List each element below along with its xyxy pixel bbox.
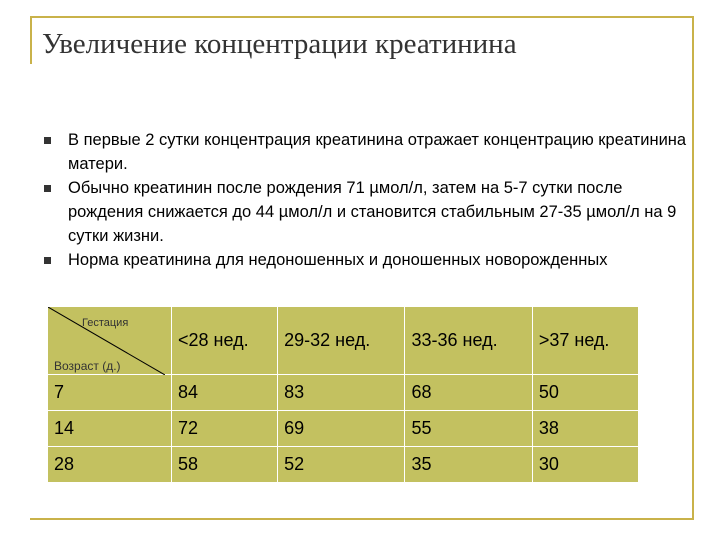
frame-top-line bbox=[30, 16, 694, 18]
bullet-item bbox=[44, 248, 694, 272]
table-cell: 83 bbox=[278, 375, 405, 411]
bullet-text: Норма креатинина для недоношенных и доношенных новорожденных bbox=[68, 251, 608, 269]
table-cell: 35 bbox=[405, 447, 532, 483]
column-header: >37 нед. bbox=[532, 307, 638, 375]
table-row bbox=[48, 447, 639, 483]
table-cell: 72 bbox=[172, 411, 278, 447]
table-cell: 55 bbox=[405, 411, 532, 447]
table-cell: 69 bbox=[278, 411, 405, 447]
bullet-text: Обычно креатинин после рождения 71 µмол/л, затем на 5-7 сутки после рождения снижается до 44 µмол/л и становится стабильным 27-35 µмол/л на 9 сутки жизни. bbox=[68, 179, 677, 245]
table-cell: 84 bbox=[172, 375, 278, 411]
table-cell: 30 bbox=[532, 447, 638, 483]
age-label: Возраст (д.) bbox=[54, 359, 121, 373]
square-bullet-icon bbox=[44, 137, 51, 144]
square-bullet-icon bbox=[44, 257, 51, 264]
table-cell: 50 bbox=[532, 375, 638, 411]
frame-left-line bbox=[30, 16, 32, 64]
frame-bottom-line bbox=[30, 518, 694, 520]
bullet-item bbox=[44, 176, 694, 248]
gestation-label: Гестация bbox=[82, 317, 129, 329]
row-age-cell: 28 bbox=[48, 447, 172, 483]
slide-title: Увеличение концентрации креатинина bbox=[42, 28, 517, 60]
table-cell: 68 bbox=[405, 375, 532, 411]
square-bullet-icon bbox=[44, 185, 51, 192]
column-header: <28 нед. bbox=[172, 307, 278, 375]
table-row bbox=[48, 375, 639, 411]
column-header: 33-36 нед. bbox=[405, 307, 532, 375]
bullet-item bbox=[44, 128, 694, 176]
column-header: 29-32 нед. bbox=[278, 307, 405, 375]
table-cell: 38 bbox=[532, 411, 638, 447]
table-cell: 52 bbox=[278, 447, 405, 483]
table-row bbox=[48, 411, 639, 447]
row-age-cell: 14 bbox=[48, 411, 172, 447]
bullet-list bbox=[44, 128, 694, 272]
table-cell: 58 bbox=[172, 447, 278, 483]
bullet-text: В первые 2 сутки концентрация креатинина отражает концентрацию креатинина матери. bbox=[68, 131, 687, 173]
table-header-row bbox=[48, 307, 639, 375]
creatinine-table bbox=[47, 306, 639, 483]
row-age-cell: 7 bbox=[48, 375, 172, 411]
table-corner-cell bbox=[48, 307, 172, 375]
